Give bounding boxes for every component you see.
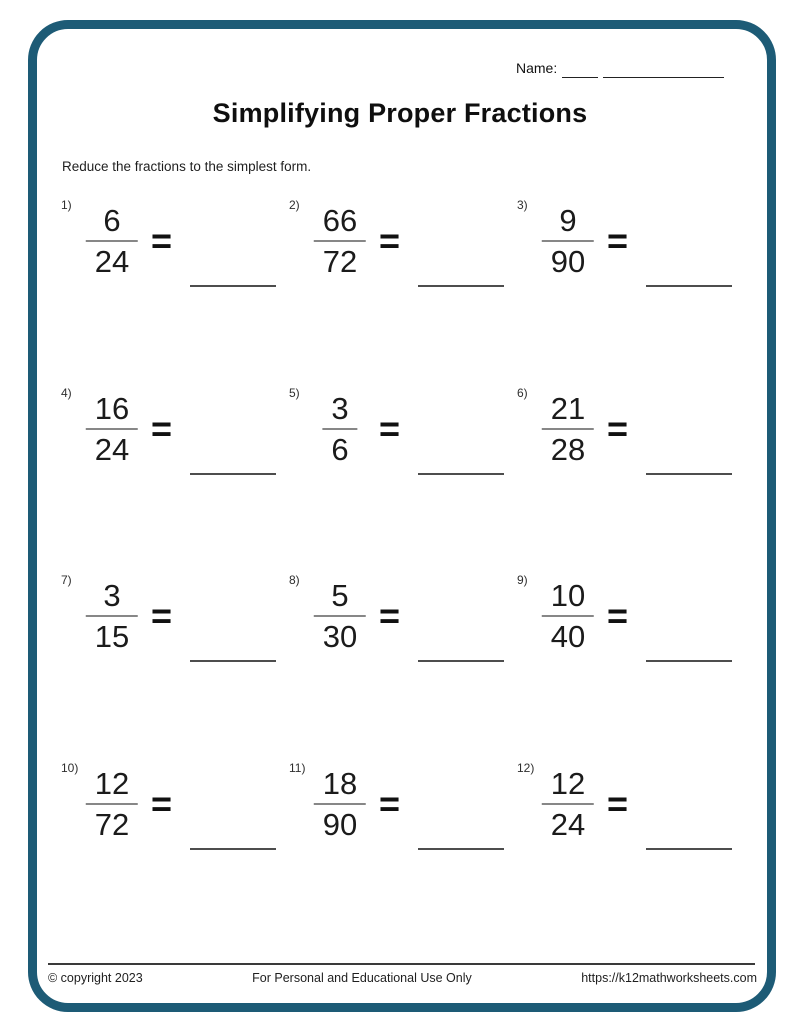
footer-copyright: © copyright 2023	[48, 971, 143, 985]
fraction-numerator: 12	[550, 765, 586, 801]
problem-11	[283, 759, 511, 947]
fraction-numerator: 9	[559, 203, 577, 238]
footer-usage-text: For Personal and Educational Use Only	[252, 971, 472, 985]
fraction-denominator: 30	[322, 619, 358, 654]
fraction	[542, 765, 594, 844]
fraction-denominator: 15	[94, 619, 130, 654]
fraction	[314, 577, 366, 656]
equals-sign: =	[379, 220, 401, 261]
equals-sign: =	[607, 407, 629, 449]
fraction-denominator: 28	[550, 431, 586, 467]
answer-blank[interactable]	[190, 473, 276, 475]
fraction	[86, 202, 138, 281]
problem-1	[55, 196, 283, 384]
equals-sign: =	[151, 220, 173, 261]
problem-3	[511, 196, 739, 384]
answer-blank[interactable]	[418, 660, 504, 662]
equals-sign: =	[379, 595, 401, 636]
equals-sign: =	[151, 782, 173, 824]
problem-number: 5)	[289, 385, 300, 400]
equals-sign: =	[607, 782, 629, 824]
footer-url[interactable]: https://k12mathworksheets.com	[581, 971, 757, 985]
footer-divider	[48, 963, 755, 965]
problem-4	[55, 384, 283, 572]
problem-number: 8)	[289, 573, 300, 587]
problem-8	[283, 571, 511, 759]
equals-sign: =	[151, 407, 173, 449]
answer-blank[interactable]	[646, 285, 732, 287]
problem-5	[283, 384, 511, 572]
problem-6	[511, 384, 739, 572]
fraction-numerator: 5	[331, 578, 349, 613]
answer-blank[interactable]	[418, 285, 504, 287]
problem-number: 12)	[517, 760, 535, 775]
page-title: Simplifying Proper Fractions	[212, 98, 588, 128]
fraction-denominator: 6	[331, 431, 349, 467]
fraction	[542, 390, 594, 469]
problem-7	[55, 571, 283, 759]
fraction-denominator: 40	[550, 619, 586, 654]
fraction-numerator: 10	[550, 578, 586, 613]
fraction	[314, 765, 366, 844]
fraction	[542, 202, 594, 281]
equals-sign: =	[607, 595, 629, 636]
name-blank-line[interactable]	[562, 58, 598, 78]
answer-blank[interactable]	[418, 848, 504, 850]
fraction	[322, 390, 357, 469]
answer-blank[interactable]	[190, 660, 276, 662]
fraction-numerator: 21	[550, 390, 586, 426]
footer	[48, 971, 757, 985]
name-label: Name:	[516, 60, 558, 76]
problem-12	[511, 759, 739, 947]
problem-number: 7)	[61, 573, 72, 587]
fraction-denominator: 72	[94, 806, 130, 842]
name-row	[516, 58, 724, 78]
fraction-numerator: 6	[103, 203, 121, 238]
fraction-numerator: 3	[331, 390, 349, 426]
fraction-denominator: 24	[94, 244, 130, 279]
problem-number: 4)	[61, 385, 72, 400]
fraction-denominator: 24	[550, 806, 586, 842]
answer-blank[interactable]	[646, 660, 732, 662]
fraction-denominator: 24	[94, 431, 130, 467]
problem-number: 1)	[61, 198, 72, 212]
fraction-numerator: 66	[322, 203, 358, 238]
equals-sign: =	[379, 782, 401, 824]
instruction-text: Reduce the fractions to the simplest form.	[62, 159, 312, 174]
equals-sign: =	[151, 595, 173, 636]
fraction	[86, 577, 138, 656]
problem-number: 3)	[517, 198, 528, 212]
fraction-denominator: 90	[322, 806, 358, 842]
fraction-numerator: 3	[103, 578, 121, 613]
answer-blank[interactable]	[418, 473, 504, 475]
name-blank-line[interactable]	[603, 58, 724, 78]
problem-9	[511, 571, 739, 759]
fraction-numerator: 12	[94, 765, 130, 801]
problem-number: 6)	[517, 385, 528, 400]
problem-2	[283, 196, 511, 384]
problems-grid	[55, 196, 739, 946]
answer-blank[interactable]	[190, 285, 276, 287]
answer-blank[interactable]	[646, 473, 732, 475]
fraction-denominator: 90	[550, 244, 586, 279]
problem-number: 10)	[61, 760, 79, 775]
fraction-numerator: 16	[94, 390, 130, 426]
equals-sign: =	[379, 407, 401, 449]
problem-number: 2)	[289, 198, 300, 212]
answer-blank[interactable]	[646, 848, 732, 850]
fraction-denominator: 72	[322, 244, 358, 279]
fraction	[314, 202, 366, 281]
problem-number: 11)	[289, 760, 306, 775]
answer-blank[interactable]	[190, 848, 276, 850]
problem-10	[55, 759, 283, 947]
fraction	[86, 765, 138, 844]
equals-sign: =	[607, 220, 629, 261]
fraction	[542, 577, 594, 656]
fraction-numerator: 18	[322, 765, 358, 801]
fraction	[86, 390, 138, 469]
problem-number: 9)	[517, 573, 528, 587]
